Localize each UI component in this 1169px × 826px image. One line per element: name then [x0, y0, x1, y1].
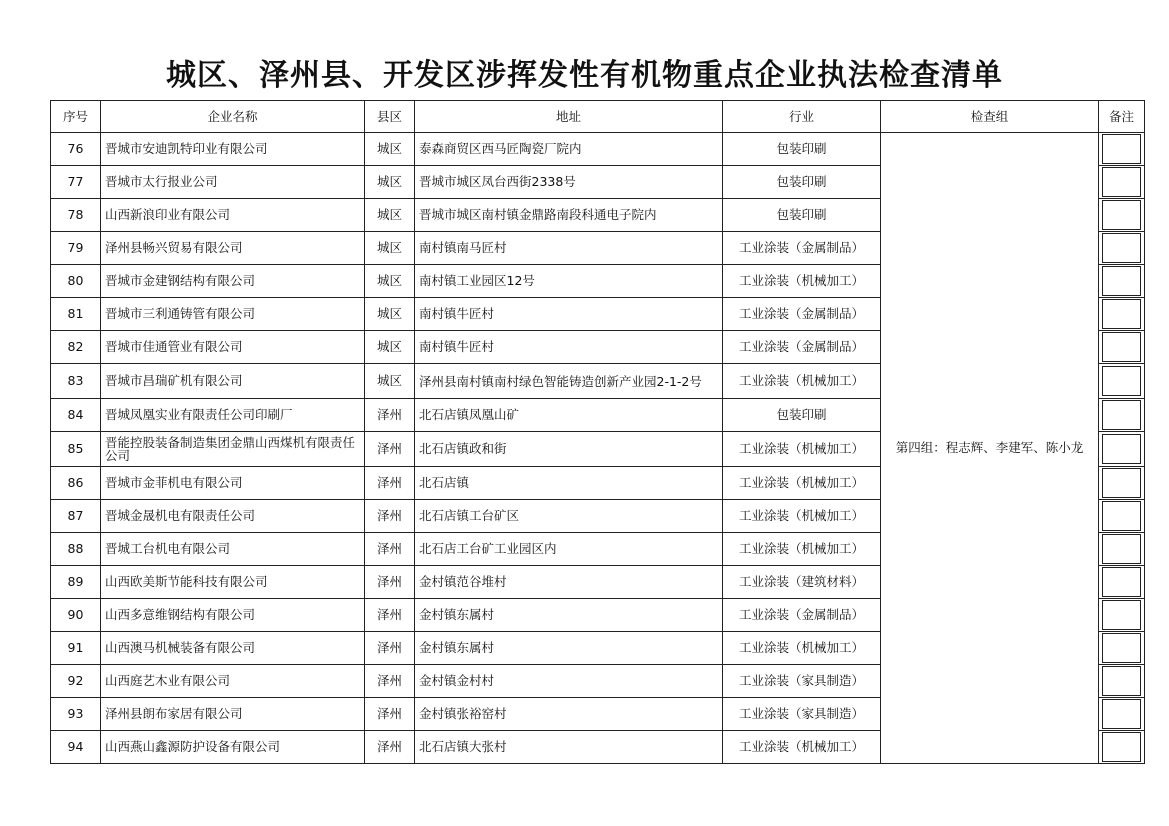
header-address: 地址	[415, 101, 723, 133]
cell-no: 85	[51, 432, 101, 467]
cell-no: 89	[51, 566, 101, 599]
cell-address: 晋城市城区凤台西街2338号	[415, 166, 723, 199]
cell-address: 南村镇工业园区12号	[415, 265, 723, 298]
remark-box	[1102, 501, 1141, 531]
cell-no: 78	[51, 199, 101, 232]
cell-no: 76	[51, 133, 101, 166]
cell-industry: 工业涂装（机械加工）	[723, 632, 881, 665]
cell-company: 晋城市金菲机电有限公司	[101, 467, 365, 500]
cell-industry: 工业涂装（机械加工）	[723, 432, 881, 467]
header-group: 检查组	[881, 101, 1099, 133]
cell-district: 泽州	[365, 399, 415, 432]
remark-box	[1102, 699, 1141, 729]
cell-remark	[1099, 500, 1145, 533]
remark-box	[1102, 366, 1141, 396]
cell-inspection-group: 第四组：程志辉、李建军、陈小龙	[881, 133, 1099, 764]
cell-industry: 包装印刷	[723, 199, 881, 232]
cell-company: 晋城市昌瑞矿机有限公司	[101, 364, 365, 399]
header-company: 企业名称	[101, 101, 365, 133]
cell-remark	[1099, 533, 1145, 566]
cell-industry: 工业涂装（机械加工）	[723, 533, 881, 566]
remark-box	[1102, 266, 1141, 296]
cell-district: 泽州	[365, 599, 415, 632]
cell-district: 城区	[365, 166, 415, 199]
cell-industry: 工业涂装（金属制品）	[723, 232, 881, 265]
cell-no: 79	[51, 232, 101, 265]
cell-address: 北石店镇大张村	[415, 731, 723, 764]
cell-district: 泽州	[365, 533, 415, 566]
cell-industry: 工业涂装（家具制造）	[723, 665, 881, 698]
cell-address: 晋城市城区南村镇金鼎路南段科通电子院内	[415, 199, 723, 232]
cell-company: 晋能控股装备制造集团金鼎山西煤机有限责任公司	[101, 432, 365, 467]
cell-remark	[1099, 665, 1145, 698]
cell-address: 北石店工台矿工业园区内	[415, 533, 723, 566]
cell-district: 泽州	[365, 698, 415, 731]
cell-company: 山西燕山鑫源防护设备有限公司	[101, 731, 365, 764]
cell-no: 81	[51, 298, 101, 331]
cell-industry: 工业涂装（机械加工）	[723, 265, 881, 298]
cell-address: 南村镇南马匠村	[415, 232, 723, 265]
cell-address: 金村镇东属村	[415, 599, 723, 632]
inspection-table	[50, 100, 1145, 764]
cell-company: 晋城工台机电有限公司	[101, 533, 365, 566]
cell-industry: 工业涂装（机械加工）	[723, 364, 881, 399]
remark-box	[1102, 134, 1141, 164]
remark-box	[1102, 567, 1141, 597]
cell-company: 晋城凤凰实业有限责任公司印刷厂	[101, 399, 365, 432]
remark-box	[1102, 732, 1141, 762]
cell-district: 城区	[365, 199, 415, 232]
remark-box	[1102, 534, 1141, 564]
cell-address: 北石店镇凤凰山矿	[415, 399, 723, 432]
cell-industry: 包装印刷	[723, 166, 881, 199]
cell-remark	[1099, 599, 1145, 632]
cell-no: 77	[51, 166, 101, 199]
cell-address: 金村镇东属村	[415, 632, 723, 665]
cell-remark	[1099, 632, 1145, 665]
cell-address: 金村镇范谷堆村	[415, 566, 723, 599]
header-row	[51, 101, 1145, 133]
remark-box	[1102, 434, 1141, 464]
cell-district: 城区	[365, 331, 415, 364]
cell-company: 晋城市安迪凯特印业有限公司	[101, 133, 365, 166]
cell-remark	[1099, 298, 1145, 331]
cell-district: 泽州	[365, 467, 415, 500]
cell-district: 泽州	[365, 632, 415, 665]
cell-remark	[1099, 566, 1145, 599]
table-row	[51, 133, 1145, 166]
page-title: 城区、泽州县、开发区涉挥发性有机物重点企业执法检查清单	[166, 58, 1003, 93]
cell-remark	[1099, 232, 1145, 265]
header-district: 县区	[365, 101, 415, 133]
cell-industry: 工业涂装（机械加工）	[723, 731, 881, 764]
cell-address: 北石店镇政和街	[415, 432, 723, 467]
remark-box	[1102, 633, 1141, 663]
remark-box	[1102, 299, 1141, 329]
cell-address: 金村镇金村村	[415, 665, 723, 698]
cell-address: 北石店镇工台矿区	[415, 500, 723, 533]
cell-address: 泽州县南村镇南村绿色智能铸造创新产业园2-1-2号	[415, 364, 723, 399]
cell-no: 80	[51, 265, 101, 298]
cell-district: 泽州	[365, 432, 415, 467]
remark-box	[1102, 233, 1141, 263]
cell-company: 晋城市金建钢结构有限公司	[101, 265, 365, 298]
cell-no: 94	[51, 731, 101, 764]
cell-company: 泽州县朗布家居有限公司	[101, 698, 365, 731]
cell-company: 晋城金晟机电有限责任公司	[101, 500, 365, 533]
cell-no: 91	[51, 632, 101, 665]
cell-district: 泽州	[365, 665, 415, 698]
cell-district: 城区	[365, 298, 415, 331]
cell-remark	[1099, 698, 1145, 731]
remark-box	[1102, 400, 1141, 430]
cell-district: 泽州	[365, 500, 415, 533]
cell-district: 城区	[365, 133, 415, 166]
cell-no: 90	[51, 599, 101, 632]
cell-no: 88	[51, 533, 101, 566]
cell-no: 83	[51, 364, 101, 399]
cell-company: 山西新浪印业有限公司	[101, 199, 365, 232]
cell-industry: 包装印刷	[723, 133, 881, 166]
cell-industry: 工业涂装（建筑材料）	[723, 566, 881, 599]
header-remark: 备注	[1099, 101, 1145, 133]
cell-company: 泽州县畅兴贸易有限公司	[101, 232, 365, 265]
header-no: 序号	[51, 101, 101, 133]
cell-address: 泰森商贸区西马匠陶瓷厂院内	[415, 133, 723, 166]
cell-address: 南村镇牛匠村	[415, 298, 723, 331]
cell-industry: 工业涂装（金属制品）	[723, 298, 881, 331]
cell-no: 82	[51, 331, 101, 364]
cell-no: 92	[51, 665, 101, 698]
cell-address: 南村镇牛匠村	[415, 331, 723, 364]
cell-industry: 工业涂装（金属制品）	[723, 331, 881, 364]
cell-company: 晋城市三利通铸管有限公司	[101, 298, 365, 331]
remark-box	[1102, 666, 1141, 696]
cell-remark	[1099, 364, 1145, 399]
remark-box	[1102, 200, 1141, 230]
remark-box	[1102, 600, 1141, 630]
cell-remark	[1099, 265, 1145, 298]
cell-no: 84	[51, 399, 101, 432]
cell-industry: 工业涂装（机械加工）	[723, 500, 881, 533]
cell-remark	[1099, 199, 1145, 232]
cell-district: 泽州	[365, 566, 415, 599]
cell-remark	[1099, 133, 1145, 166]
remark-box	[1102, 332, 1141, 362]
cell-industry: 包装印刷	[723, 399, 881, 432]
cell-company: 山西多意维钢结构有限公司	[101, 599, 365, 632]
cell-industry: 工业涂装（金属制品）	[723, 599, 881, 632]
header-industry: 行业	[723, 101, 881, 133]
cell-company: 晋城市佳通管业有限公司	[101, 331, 365, 364]
cell-industry: 工业涂装（家具制造）	[723, 698, 881, 731]
cell-district: 泽州	[365, 731, 415, 764]
cell-remark	[1099, 432, 1145, 467]
cell-no: 87	[51, 500, 101, 533]
cell-remark	[1099, 166, 1145, 199]
cell-no: 86	[51, 467, 101, 500]
cell-remark	[1099, 331, 1145, 364]
cell-district: 城区	[365, 364, 415, 399]
cell-industry: 工业涂装（机械加工）	[723, 467, 881, 500]
cell-district: 城区	[365, 265, 415, 298]
cell-remark	[1099, 467, 1145, 500]
cell-district: 城区	[365, 232, 415, 265]
cell-address: 北石店镇	[415, 467, 723, 500]
remark-box	[1102, 468, 1141, 498]
cell-no: 93	[51, 698, 101, 731]
cell-remark	[1099, 731, 1145, 764]
cell-address: 金村镇张裕窑村	[415, 698, 723, 731]
remark-box	[1102, 167, 1141, 197]
cell-remark	[1099, 399, 1145, 432]
cell-company: 山西澳马机械装备有限公司	[101, 632, 365, 665]
cell-company: 山西欧美斯节能科技有限公司	[101, 566, 365, 599]
cell-company: 山西庭艺木业有限公司	[101, 665, 365, 698]
cell-company: 晋城市太行报业公司	[101, 166, 365, 199]
